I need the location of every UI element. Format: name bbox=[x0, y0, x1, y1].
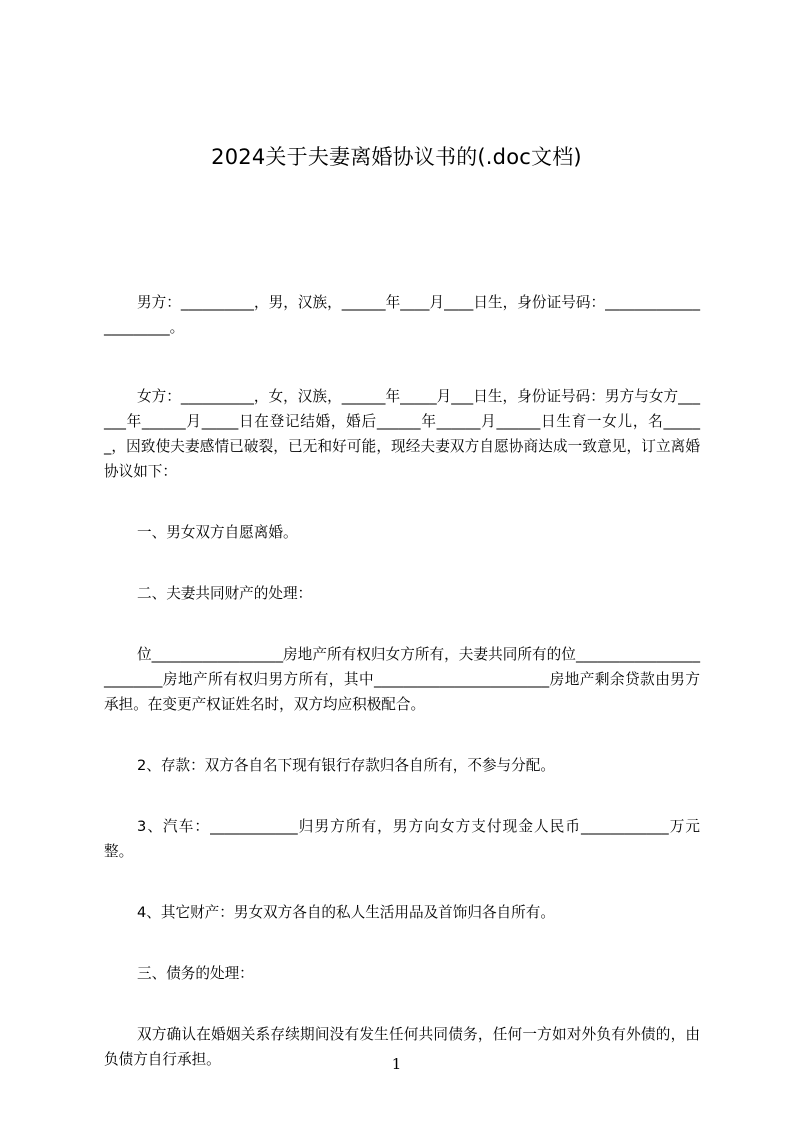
paragraph-real-estate: 位__________________房地产所有权归女方所有，夫妻共同所有的位_________________________房地产所有权归男方所有，其中________________________房地产剩余贷款由男方承担。在变更产权证姓名时，双方均应积极配合。 bbox=[104, 646, 700, 713]
paragraph-section-one: 一、男女双方自愿离婚。 bbox=[137, 524, 298, 541]
page-number: 1 bbox=[391, 1055, 402, 1073]
paragraph-debts: 双方确认在婚姻关系存续期间没有发生任何共同债务，任何一方如对外负有外债的，由负债方自行承担。 bbox=[104, 1026, 700, 1068]
paragraph-other-property: 4、其它财产：男女双方各自的私人生活用品及首饰归各自所有。 bbox=[137, 904, 555, 921]
document-body bbox=[104, 290, 700, 1072]
paragraph-section-two-heading: 二、夫妻共同财产的处理： bbox=[137, 585, 313, 602]
paragraph-car: 3、汽车：____________归男方所有，男方向女方支付现金人民币____________万元整。 bbox=[104, 818, 700, 860]
paragraph-male-party: 男方：__________，男，汉族，______年____月____日生，身份证号码：______________________。 bbox=[104, 294, 700, 336]
paragraph-female-party: 女方：__________，女，汉族，______年_____月___日生，身份证号码：男方与女方______年______月_____日在登记结婚，婚后______年______月______日生育一女儿，名______，因致使夫妻感情已破裂，已无和好可能，现经夫妻双方自愿协商达成一致意见，订立离婚协议如下： bbox=[104, 388, 700, 480]
paragraph-deposits: 2、存款：双方各自名下现有银行存款归各自所有，不参与分配。 bbox=[137, 757, 555, 774]
document-title: 2024关于夫妻离婚协议书的(.doc文档) bbox=[211, 145, 582, 169]
paragraph-section-three-heading: 三、债务的处理： bbox=[137, 965, 254, 982]
